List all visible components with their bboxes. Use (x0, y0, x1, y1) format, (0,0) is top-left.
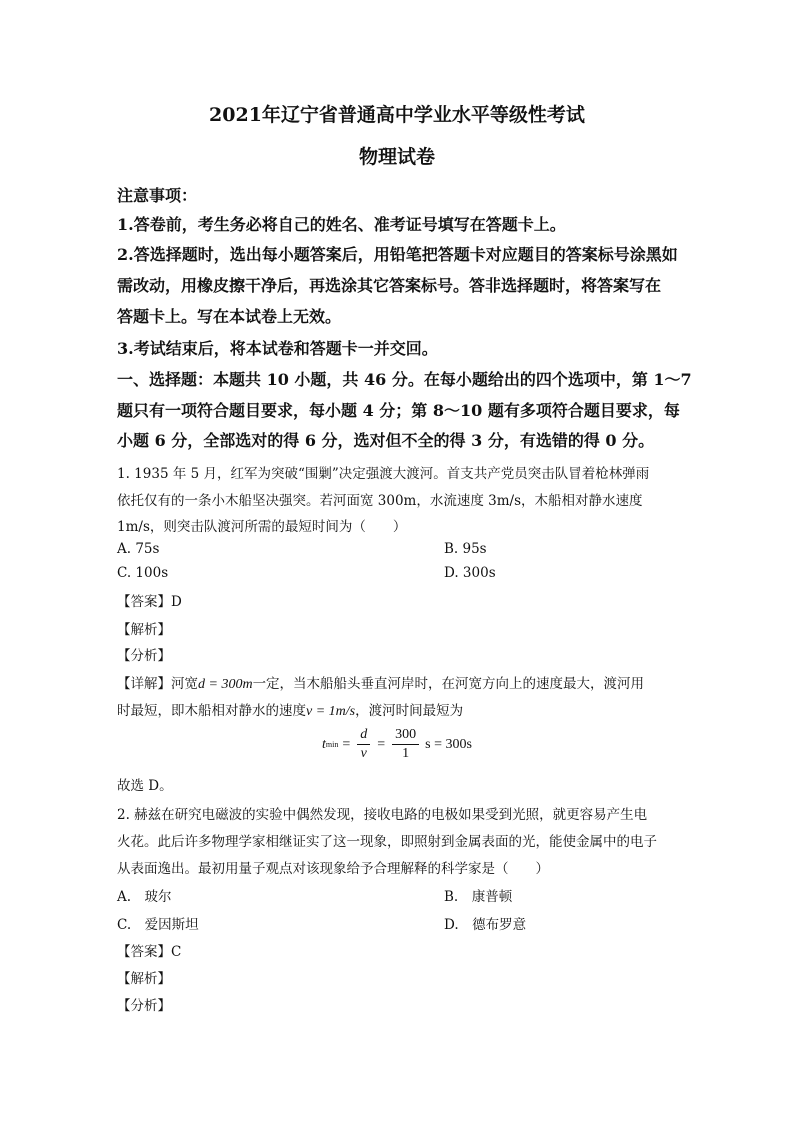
analysis-label: 【解析】 (117, 971, 171, 987)
fenxi-label: 【分析】 (117, 998, 171, 1014)
option-a: A. 75s (117, 541, 160, 557)
section-instruction: 一、选择题：本题共 10 小题，共 46 分。在每小题给出的四个选项中，第 1～7 (117, 370, 692, 389)
question-text: 1. 1935 年 5 月，红军为突破“围剿”决定强渡大渡河。首支共产党员突击队冒着枪林弹雨 (117, 466, 650, 482)
option-d: D. 300s (444, 565, 496, 581)
notice-item: 2.答选择题时，选出每小题答案后，用铅笔把答题卡对应题目的答案标号涂黑如 (117, 245, 678, 264)
formula-subscript: min (325, 740, 339, 749)
option-d: D. 德布罗意 (444, 917, 527, 933)
fenxi-label: 【分析】 (117, 648, 171, 664)
option-c: C. 100s (117, 565, 169, 581)
question-text: 从表面逸出。最初用量子观点对该现象给予合理解释的科学家是（ ） (117, 861, 549, 877)
inline-formula: d = 300m (198, 677, 253, 692)
option-b: B. 康普顿 (444, 889, 513, 905)
fraction-denominator: 1 (402, 746, 410, 761)
display-formula (322, 726, 472, 763)
notice-item: 1.答卷前，考生务必将自己的姓名、准考证号填写在答题卡上。 (117, 215, 566, 234)
detail-line (117, 672, 644, 693)
question-text: 2. 赫兹在研究电磁波的实验中偶然发现，接收电路的电极如果受到光照，就更容易产生电 (117, 807, 648, 823)
analysis-label: 【解析】 (117, 622, 171, 638)
inline-formula: v = 1m/s (306, 704, 356, 719)
question-text: 依托仅有的一条小木船坚决强突。若河面宽 300m，水流速度 3m/s，木船相对静水速度 (117, 493, 643, 509)
question-text: 1m/s，则突击队渡河所需的最短时间为（ ） (117, 519, 407, 535)
answer-label: 【答案】C (117, 944, 182, 960)
option-c: C. 爱因斯坦 (117, 917, 199, 933)
detail-text: 【详解】河宽 (117, 676, 198, 692)
answer-label: 【答案】D (117, 594, 182, 610)
notice-item: 需改动，用橡皮擦干净后，再选涂其它答案标号。答非选择题时，将答案写在 (117, 276, 662, 295)
notice-item: 3.考试结束后，将本试卷和答题卡一并交回。 (117, 339, 438, 358)
detail-line (117, 699, 463, 720)
fraction (357, 726, 370, 763)
page-title: 2021年辽宁省普通高中学业水平等级性考试 (209, 104, 585, 126)
conclusion: 故选 D。 (117, 778, 173, 794)
detail-text: ，渡河时间最短为 (355, 703, 464, 719)
formula-symbol: t (322, 736, 326, 752)
detail-text: 一定，当木船船头垂直河岸时，在河宽方向上的速度最大，渡河用 (252, 676, 645, 692)
option-b: B. 95s (444, 541, 487, 557)
detail-text: 时最短，即木船相对静水的速度 (117, 703, 306, 719)
fraction-denominator: v (360, 746, 367, 761)
page-subtitle: 物理试卷 (358, 146, 435, 168)
formula-result: s = 300s (425, 736, 472, 752)
option-a: A. 玻尔 (117, 889, 172, 905)
question-text: 火花。此后许多物理学家相继证实了这一现象，即照射到金属表面的光，能使金属中的电子 (117, 834, 657, 850)
fraction-numerator: d (357, 726, 370, 745)
fraction-numerator: 300 (392, 726, 419, 745)
fraction (392, 726, 419, 763)
section-instruction: 题只有一项符合题目要求，每小题 4 分；第 8～10 题有多项符合题目要求，每 (117, 401, 680, 420)
section-instruction: 小题 6 分，全部选对的得 6 分，选对但不全的得 3 分，有选错的得 0 分。 (117, 431, 655, 450)
notice-item: 答题卡上。写在本试卷上无效。 (117, 307, 342, 326)
notice-heading: 注意事项： (117, 186, 198, 205)
formula-equals: = (342, 736, 351, 752)
formula-equals: = (377, 736, 386, 752)
